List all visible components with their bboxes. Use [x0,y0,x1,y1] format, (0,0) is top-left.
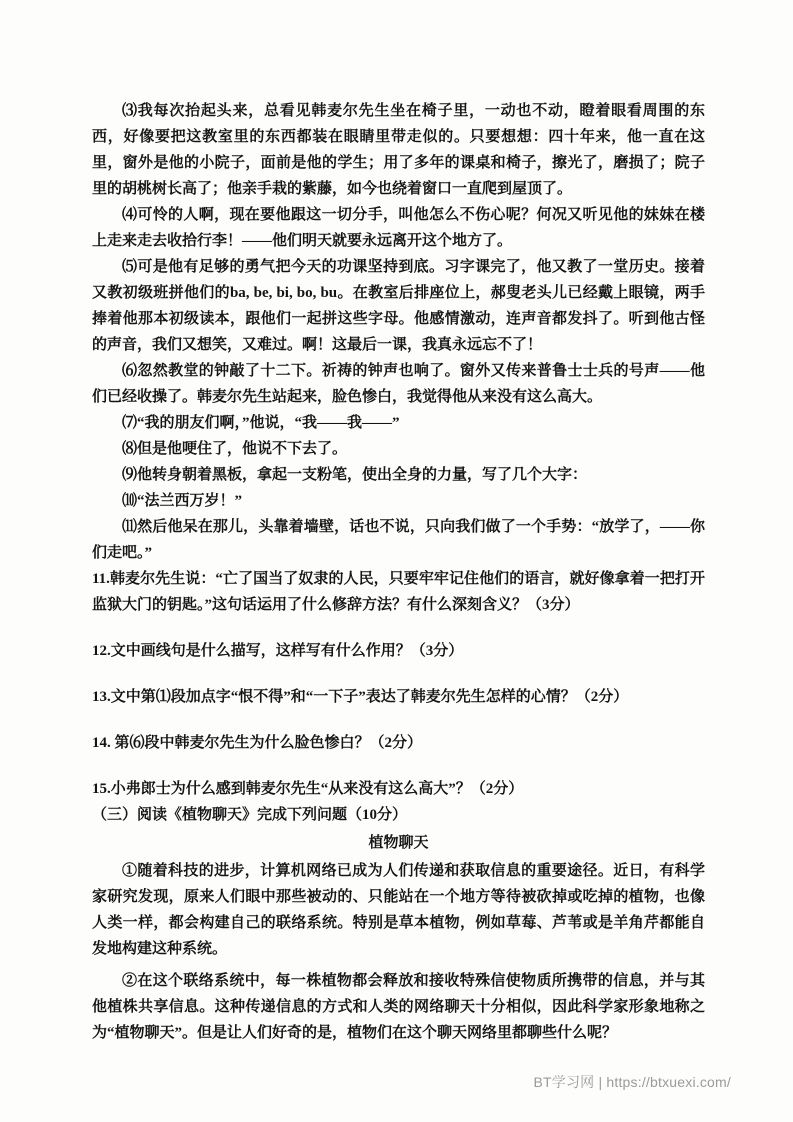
essay-paragraph-1: ①随着科技的进步，计算机网络已成为人们传递和获取信息的重要途径。近日，有科学家研究发现，原来人们眼中那些被动的、只能站在一个地方等待被砍掉或吃掉的植物，也像人类一样，都会构建自己的联络系统。特别是草本植物，例如草莓、芦苇或是羊角芹都能自发地构建这种系统。 [92,863,705,957]
passage-paragraph-7: ⑺“我的朋友们啊，”他说，“我——我——” [122,415,400,431]
question-11: 11.韩麦尔先生说：“亡了国当了奴隶的人民，只要牢牢记住他们的语言，就好像拿着一把打开监狱大门的钥匙。”这句话运用了什么修辞方法？有什么深刻含义？（3分） [92,571,705,613]
question-14: 14. 第⑹段中韩麦尔先生为什么脸色惨白？（2分） [92,735,423,751]
passage-paragraph-9: ⑼他转身朝着黑板，拿起一支粉笔，使出全身的力量，写了几个大字： [122,467,588,483]
question-15: 15.小弗郎士为什么感到韩麦尔先生“从来没有这么高大”？（2分） [92,781,524,797]
section-3-header: （三）阅读《植物聊天》完成下列问题（10分） [92,807,408,823]
passage-paragraph-6: ⑹忽然教堂的钟敲了十二下。祈祷的钟声也响了。窗外又传来普鲁士士兵的号声——他们已经收操了。韩麦尔先生站起来，脸色惨白，我觉得他从来没有这么高大。 [92,363,705,405]
question-12: 12.文中画线句是什么描写，这样写有什么作用？（3分） [92,643,464,659]
footer-watermark: BT学习网 | https://btxuexi.com/ [533,1074,731,1090]
document-content [92,98,705,1046]
passage-paragraph-11: ⑾然后他呆在那儿，头靠着墙壁，话也不说，只向我们做了一个手势：“放学了，——你们走吧。” [92,519,705,561]
passage-paragraph-4: ⑷可怜的人啊，现在要他跟这一切分手，叫他怎么不伤心呢？何况又听见他的妹妹在楼上走来走去收拾行李！——他们明天就要永远离开这个地方了。 [92,207,705,249]
passage-paragraph-8: ⑻但是他哽住了，他说不下去了。 [122,441,348,457]
essay-title: 植物聊天 [368,835,429,851]
passage-paragraph-3: ⑶我每次抬起头来，总看见韩麦尔先生坐在椅子里，一动也不动，瞪着眼看周围的东西，好像要把这教室里的东西都装在眼睛里带走似的。只要想想：四十年来，他一直在这里，窗外是他的小院子，面前是他的学生；用了多年的课桌和椅子，擦光了，磨损了；院子里的胡桃树长高了；他亲手栽的紫藤，如今也绕着窗口一直爬到屋顶了。 [92,103,705,197]
essay-paragraph-2: ②在这个联络系统中，每一株植物都会释放和接收特殊信使物质所携带的信息，并与其他植株共享信息。这种传递信息的方式和人类的网络聊天十分相似，因此科学家形象地称之为“植物聊天”。但是让人们好奇的是，植物们在这个聊天网络里都聊些什么呢？ [92,973,705,1041]
question-13: 13.文中第⑴段加点字“恨不得”和“一下子”表达了韩麦尔先生怎样的心情？（2分） [92,689,629,705]
passage-paragraph-5: ⑸可是他有足够的勇气把今天的功课坚持到底。习字课完了，他又教了一堂历史。接着又教初级班拼他们的ba, be, bi, bo, bu。在教室后排座位上，郝叟老头儿已经戴上眼镜，两手捧着他那本初级读本，跟他们一起拼这些字母。他感情激动，连声音都发抖了。听到他古怪的声音，我们又想笑，又难过。啊！这最后一课，我真永远忘不了！ [92,259,705,353]
passage-paragraph-10: ⑽“法兰西万岁！” [122,493,243,509]
